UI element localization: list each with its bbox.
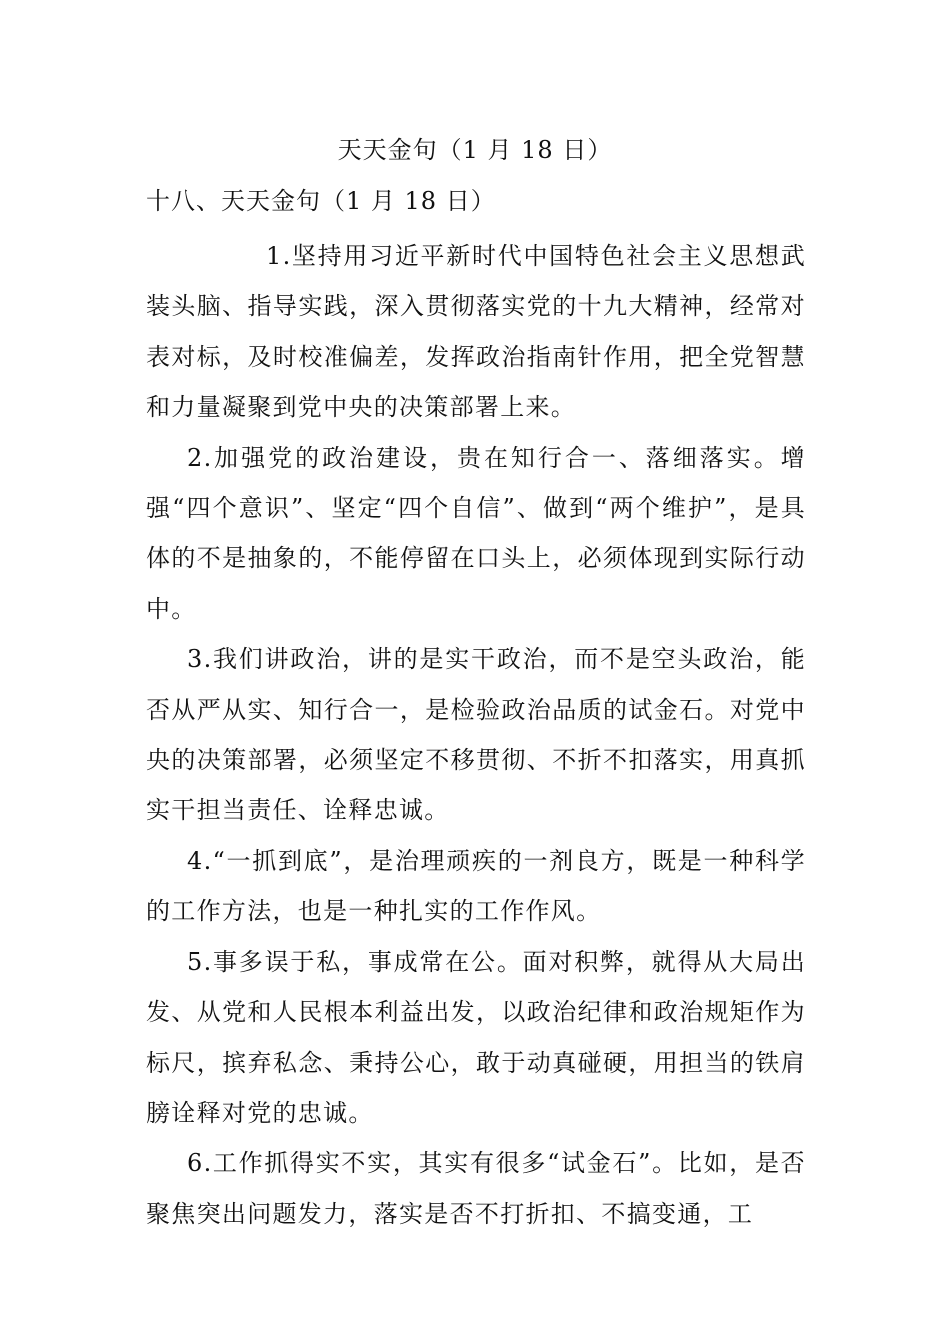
section-heading: 十八、天天金句（1 月 18 日） (146, 187, 496, 215)
paragraph-2: 2.加强党的政治建设，贵在知行合一、落细落实。增强“四个意识”、坚定“四个自信”、做到“两个维护”，是具体的不是抽象的，不能停留在口头上，必须体现到实际行动中。 (146, 443, 806, 623)
paragraph-6: 6.工作抓得实不实，其实有很多“试金石”。比如，是否聚焦突出问题发力，落实是否不打折扣、不搞变通，工 (146, 1149, 806, 1228)
paragraph-4: 4.“一抓到底”，是治理顽疾的一剂良方，既是一种科学的工作方法，也是一种扎实的工作作风。 (146, 846, 806, 926)
paragraph-5: 5.事多误于私，事成常在公。面对积弊，就得从大局出发、从党和人民根本利益出发，以政治纪律和政治规矩作为标尺，摈弃私念、秉持公心，敢于动真碰硬，用担当的铁肩膀诠释对党的忠诚。 (146, 947, 806, 1127)
paragraph-1: 1.坚持用习近平新时代中国特色社会主义思想武装头脑、指导实践，深入贯彻落实党的十九大精神，经常对表对标，及时校准偏差，发挥政治指南针作用，把全党智慧和力量凝聚到党中央的决策部署上来。 (146, 242, 806, 422)
paragraph-3: 3.我们讲政治，讲的是实干政治，而不是空头政治，能否从严从实、知行合一，是检验政治品质的试金石。对党中央的决策部署，必须坚定不移贯彻、不折不扣落实，用真抓实干担当责任、诠释忠诚。 (146, 645, 806, 825)
document-body (146, 231, 806, 1239)
document-title: 天天金句（1 月 18 日） (337, 136, 613, 164)
